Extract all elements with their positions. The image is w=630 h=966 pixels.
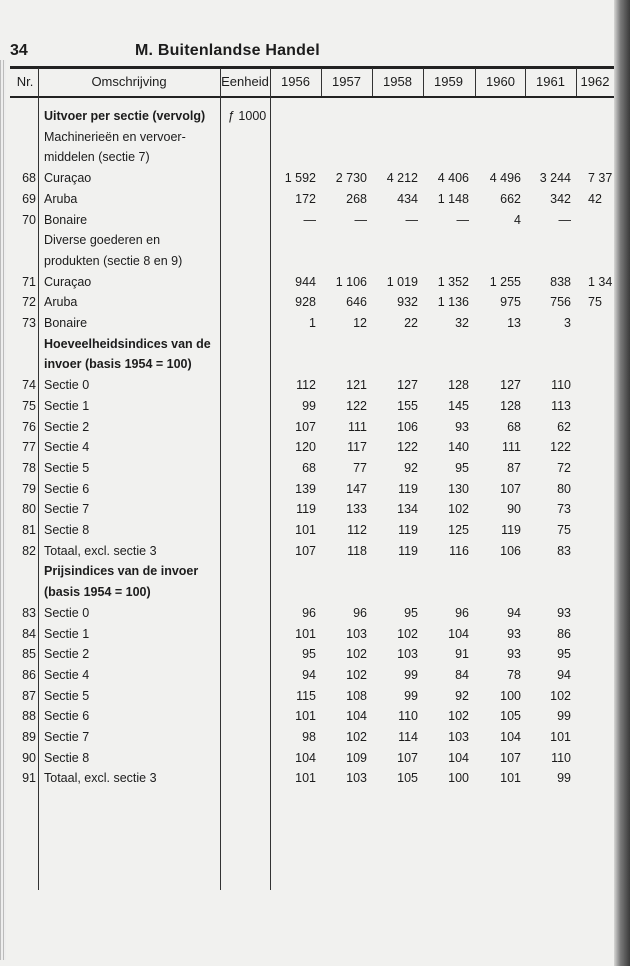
cell-value-1958: 110 bbox=[398, 709, 418, 724]
cell-value-1956: 94 bbox=[302, 667, 316, 682]
cell-value-1960: 127 bbox=[500, 378, 521, 393]
row-description: Sectie 1 bbox=[44, 626, 90, 641]
row-description: Sectie 0 bbox=[44, 605, 90, 620]
table-row bbox=[0, 292, 614, 312]
table-row bbox=[0, 334, 614, 354]
cell-value-1959: 103 bbox=[448, 730, 469, 744]
cell-value-1962: 1 34 bbox=[588, 274, 613, 289]
cell-value-1958: 99 bbox=[404, 688, 418, 703]
cell-value-1961: 75 bbox=[557, 523, 571, 537]
row-description: Diverse goederen en bbox=[44, 233, 161, 248]
header-bottom-rule bbox=[10, 96, 614, 98]
table-row bbox=[0, 686, 614, 706]
cell-value-1957: 103 bbox=[346, 771, 367, 786]
row-number: 77 bbox=[22, 440, 36, 455]
cell-value-1961: — bbox=[558, 212, 571, 227]
cell-value-1957: 117 bbox=[347, 440, 367, 455]
row-description: Aruba bbox=[44, 295, 78, 310]
cell-value-1958: 95 bbox=[404, 605, 418, 620]
table-row bbox=[0, 417, 614, 437]
column-header-year: 1956 bbox=[281, 74, 310, 89]
cell-value-1961: 72 bbox=[557, 460, 571, 475]
cell-value-1957: 1 106 bbox=[335, 274, 367, 289]
row-number: 79 bbox=[22, 481, 36, 496]
page-fold-shadow bbox=[614, 0, 630, 966]
column-header-description: Omschrijving bbox=[91, 74, 167, 89]
row-description: Sectie 7 bbox=[44, 502, 90, 517]
cell-value-1956: 120 bbox=[295, 440, 316, 455]
row-number: 85 bbox=[22, 647, 36, 662]
table-row bbox=[0, 479, 614, 499]
row-description: Sectie 8 bbox=[44, 523, 90, 537]
cell-value-1959: 128 bbox=[448, 378, 469, 393]
cell-value-1960: 662 bbox=[500, 191, 521, 206]
cell-value-1961: 110 bbox=[551, 378, 571, 393]
table-row bbox=[0, 127, 614, 147]
cell-value-1961: 83 bbox=[557, 543, 571, 558]
cell-value-1959: 84 bbox=[455, 667, 469, 682]
row-number: 86 bbox=[22, 667, 36, 682]
cell-value-1958: 932 bbox=[397, 295, 418, 310]
cell-value-1957: 108 bbox=[346, 688, 367, 703]
column-header-year: 1958 bbox=[383, 74, 412, 89]
cell-value-1958: 105 bbox=[397, 771, 418, 786]
row-description: Bonaire bbox=[44, 316, 88, 330]
table-row bbox=[0, 541, 614, 561]
table-row bbox=[0, 313, 614, 333]
cell-value-1960: 4 bbox=[514, 212, 521, 227]
cell-value-1956: 172 bbox=[295, 191, 316, 206]
cell-value-1957: 147 bbox=[346, 481, 367, 496]
table-row bbox=[0, 768, 614, 788]
cell-value-1959: 93 bbox=[455, 419, 469, 434]
row-description: Sectie 5 bbox=[44, 460, 90, 475]
cell-value-1960: 90 bbox=[507, 502, 521, 517]
cell-value-1956: 1 592 bbox=[284, 171, 316, 186]
cell-value-1960: 1 255 bbox=[489, 274, 521, 289]
row-description: Sectie 4 bbox=[44, 667, 90, 682]
cell-value-1959: 92 bbox=[455, 688, 469, 703]
table-row bbox=[0, 706, 614, 726]
cell-value-1957: 268 bbox=[346, 191, 367, 206]
cell-value-1961: 62 bbox=[557, 419, 571, 434]
table-row bbox=[0, 396, 614, 416]
cell-value-1958: 114 bbox=[398, 730, 418, 744]
cell-value-1956: 104 bbox=[295, 750, 316, 765]
row-description: Totaal, excl. sectie 3 bbox=[44, 771, 157, 786]
column-header-year: 1957 bbox=[332, 74, 361, 89]
row-number: 91 bbox=[22, 771, 36, 786]
cell-value-1957: 111 bbox=[347, 419, 367, 434]
table-row bbox=[0, 147, 614, 167]
row-number: 69 bbox=[22, 191, 36, 206]
cell-value-1960: 68 bbox=[507, 419, 521, 434]
row-number: 68 bbox=[22, 171, 36, 186]
cell-value-1956: — bbox=[303, 212, 316, 227]
cell-value-1960: 78 bbox=[507, 667, 521, 682]
cell-value-1957: — bbox=[354, 212, 367, 227]
table-row bbox=[0, 168, 614, 188]
cell-value-1961: 80 bbox=[557, 481, 571, 496]
cell-value-1959: 102 bbox=[448, 502, 469, 517]
cell-value-1958: 102 bbox=[397, 626, 418, 641]
row-number: 83 bbox=[22, 605, 36, 620]
cell-value-1961: 838 bbox=[550, 274, 571, 289]
cell-value-1959: 104 bbox=[448, 626, 469, 641]
row-description: Sectie 6 bbox=[44, 481, 90, 496]
cell-value-1956: 107 bbox=[295, 419, 316, 434]
cell-value-1960: 107 bbox=[500, 481, 521, 496]
table-row bbox=[0, 582, 614, 602]
cell-value-1960: 107 bbox=[500, 750, 521, 765]
row-description: Sectie 0 bbox=[44, 378, 90, 393]
cell-value-1960: 101 bbox=[500, 771, 521, 786]
row-number: 78 bbox=[22, 460, 36, 475]
row-number: 74 bbox=[22, 378, 36, 393]
cell-value-1956: 101 bbox=[295, 626, 316, 641]
row-description: Curaçao bbox=[44, 274, 92, 289]
cell-value-1958: 134 bbox=[397, 502, 418, 517]
cell-value-1957: 102 bbox=[346, 667, 367, 682]
column-header-year: 1962 bbox=[580, 74, 610, 89]
table-row bbox=[0, 561, 614, 581]
cell-value-1958: 119 bbox=[398, 481, 418, 496]
cell-value-1959: 102 bbox=[448, 709, 469, 724]
cell-value-1956: 1 bbox=[309, 316, 316, 330]
cell-value-1960: 975 bbox=[500, 295, 521, 310]
cell-value-1961: 3 244 bbox=[539, 171, 571, 186]
row-number: 88 bbox=[22, 709, 36, 724]
cell-value-1958: 1 019 bbox=[386, 274, 418, 289]
cell-value-1957: 102 bbox=[346, 647, 367, 662]
cell-value-1958: 103 bbox=[397, 647, 418, 662]
row-number: 87 bbox=[22, 688, 36, 703]
row-description: Machinerieën en vervoer- bbox=[44, 129, 186, 144]
cell-value-1958: 22 bbox=[404, 316, 418, 330]
cell-value-1956: 101 bbox=[295, 709, 316, 724]
cell-value-1957: 122 bbox=[346, 398, 367, 413]
cell-value-1960: 128 bbox=[500, 398, 521, 413]
cell-value-1957: 102 bbox=[346, 730, 367, 744]
cell-value-1956: 95 bbox=[302, 647, 316, 662]
row-number: 81 bbox=[22, 523, 36, 537]
row-number: 80 bbox=[22, 502, 36, 517]
row-number: 70 bbox=[22, 212, 36, 227]
cell-value-1959: 145 bbox=[448, 398, 469, 413]
row-description: Uitvoer per sectie (vervolg) bbox=[44, 109, 206, 123]
cell-value-1956: 944 bbox=[295, 274, 316, 289]
cell-value-1961: 756 bbox=[550, 295, 571, 310]
column-header-year: 1960 bbox=[486, 74, 515, 89]
cell-value-1956: 139 bbox=[295, 481, 316, 496]
row-number: 72 bbox=[22, 295, 36, 310]
row-description: Hoeveelheidsindices van de bbox=[44, 336, 211, 351]
row-description: Sectie 2 bbox=[44, 419, 90, 434]
cell-value-1962: 75 bbox=[588, 295, 602, 310]
cell-value-1957: 103 bbox=[346, 626, 367, 641]
row-description: Sectie 1 bbox=[44, 398, 90, 413]
cell-value-1956: 928 bbox=[295, 295, 316, 310]
table-row bbox=[0, 665, 614, 685]
cell-value-1957: 12 bbox=[353, 316, 367, 330]
row-description: Sectie 7 bbox=[44, 730, 90, 744]
table-row bbox=[0, 189, 614, 209]
page-number: 34 bbox=[10, 42, 28, 59]
cell-value-1957: 133 bbox=[346, 502, 367, 517]
row-description: Sectie 5 bbox=[44, 688, 90, 703]
cell-value-1961: 86 bbox=[557, 626, 571, 641]
row-description: Curaçao bbox=[44, 171, 92, 186]
cell-value-1961: 94 bbox=[557, 667, 571, 682]
cell-value-1959: 100 bbox=[448, 771, 469, 786]
cell-value-1961: 95 bbox=[557, 647, 571, 662]
table-row bbox=[0, 520, 614, 540]
cell-value-1957: 121 bbox=[346, 378, 367, 393]
cell-value-1961: 99 bbox=[557, 709, 571, 724]
row-description: Prijsindices van de invoer bbox=[44, 564, 199, 579]
cell-value-1962: 7 37 bbox=[588, 171, 613, 186]
column-header-nr: Nr. bbox=[16, 74, 34, 89]
row-description: invoer (basis 1954 = 100) bbox=[44, 357, 192, 372]
table-row bbox=[0, 251, 614, 271]
cell-value-1959: 104 bbox=[448, 750, 469, 765]
row-description: Bonaire bbox=[44, 212, 88, 227]
cell-value-1961: 73 bbox=[557, 502, 571, 517]
row-description: middelen (sectie 7) bbox=[44, 150, 150, 165]
cell-value-1959: 1 136 bbox=[437, 295, 469, 310]
cell-value-1957: 104 bbox=[346, 709, 367, 724]
cell-value-1956: 98 bbox=[302, 730, 316, 744]
cell-value-1961: 99 bbox=[557, 771, 571, 786]
cell-value-1956: 112 bbox=[296, 378, 316, 393]
cell-value-1959: 91 bbox=[455, 647, 469, 662]
cell-value-1958: 107 bbox=[397, 750, 418, 765]
cell-value-1958: 99 bbox=[404, 667, 418, 682]
row-number: 73 bbox=[22, 316, 36, 330]
page-title: M. Buitenlandse Handel bbox=[135, 42, 320, 59]
cell-value-1961: 3 bbox=[564, 316, 571, 330]
cell-value-1962: 42 bbox=[588, 191, 602, 206]
row-description: (basis 1954 = 100) bbox=[44, 585, 151, 600]
cell-value-1961: 113 bbox=[551, 398, 571, 413]
cell-value-1960: 104 bbox=[500, 730, 521, 744]
cell-value-1959: 1 148 bbox=[437, 191, 469, 206]
table-row bbox=[0, 458, 614, 478]
cell-value-1960: 13 bbox=[507, 316, 521, 330]
table-row bbox=[0, 210, 614, 230]
cell-value-1958: 127 bbox=[397, 378, 418, 393]
cell-value-1956: 68 bbox=[302, 460, 316, 475]
cell-value-1961: 122 bbox=[550, 440, 571, 455]
cell-value-1960: 100 bbox=[500, 688, 521, 703]
table-row bbox=[0, 106, 614, 126]
cell-value-1958: 106 bbox=[397, 419, 418, 434]
row-description: Aruba bbox=[44, 191, 78, 206]
cell-value-1958: 119 bbox=[398, 523, 418, 537]
table-row bbox=[0, 499, 614, 519]
row-number: 90 bbox=[22, 750, 36, 765]
cell-value-1956: 107 bbox=[295, 543, 316, 558]
cell-value-1959: 32 bbox=[455, 316, 469, 330]
cell-value-1961: 93 bbox=[557, 605, 571, 620]
cell-value-1959: 96 bbox=[455, 605, 469, 620]
cell-value-1960: 105 bbox=[500, 709, 521, 724]
cell-value-1959: 1 352 bbox=[437, 274, 469, 289]
column-header-year: 1961 bbox=[536, 74, 565, 89]
table-row bbox=[0, 375, 614, 395]
cell-value-1960: 4 496 bbox=[489, 171, 521, 186]
table-row bbox=[0, 230, 614, 250]
table-row bbox=[0, 437, 614, 457]
row-number: 82 bbox=[22, 543, 36, 558]
cell-value-1957: 77 bbox=[353, 460, 367, 475]
table-row bbox=[0, 354, 614, 374]
cell-value-1956: 99 bbox=[302, 398, 316, 413]
table-row bbox=[0, 603, 614, 623]
cell-value-1960: 94 bbox=[507, 605, 521, 620]
cell-value-1957: 112 bbox=[347, 523, 367, 537]
cell-value-1960: 87 bbox=[507, 460, 521, 475]
cell-value-1959: 95 bbox=[455, 460, 469, 475]
cell-value-1960: 119 bbox=[501, 523, 521, 537]
column-header-year: 1959 bbox=[434, 74, 463, 89]
cell-value-1960: 93 bbox=[507, 647, 521, 662]
cell-value-1958: 4 212 bbox=[386, 171, 418, 186]
row-number: 89 bbox=[22, 730, 36, 744]
cell-value-1959: 125 bbox=[448, 523, 469, 537]
row-number: 75 bbox=[22, 398, 36, 413]
table-row bbox=[0, 727, 614, 747]
cell-value-1958: 122 bbox=[397, 440, 418, 455]
cell-value-1960: 111 bbox=[501, 440, 521, 455]
row-description: Sectie 8 bbox=[44, 750, 90, 765]
row-description: Sectie 4 bbox=[44, 440, 90, 455]
table-row bbox=[0, 624, 614, 644]
cell-value-1958: 155 bbox=[397, 398, 418, 413]
row-description: Sectie 2 bbox=[44, 647, 90, 662]
cell-value-1958: 434 bbox=[397, 191, 418, 206]
cell-value-1957: 109 bbox=[346, 750, 367, 765]
cell-value-1956: 101 bbox=[295, 771, 316, 786]
row-number: 84 bbox=[22, 626, 36, 641]
cell-value-1961: 102 bbox=[550, 688, 571, 703]
cell-value-1956: 96 bbox=[302, 605, 316, 620]
cell-value-1957: 2 730 bbox=[335, 171, 367, 186]
cell-value-1959: — bbox=[456, 212, 469, 227]
column-header-unit: Eenheid bbox=[221, 74, 269, 89]
cell-value-1961: 342 bbox=[550, 191, 571, 206]
cell-value-1957: 646 bbox=[346, 295, 367, 310]
cell-value-1958: 92 bbox=[404, 460, 418, 475]
cell-value-1959: 4 406 bbox=[437, 171, 469, 186]
row-description: Sectie 6 bbox=[44, 709, 90, 724]
cell-value-1956: 101 bbox=[295, 523, 316, 537]
cell-value-1960: 106 bbox=[500, 543, 521, 558]
row-description: produkten (sectie 8 en 9) bbox=[44, 253, 183, 268]
row-description: Totaal, excl. sectie 3 bbox=[44, 543, 157, 558]
cell-value-1957: 96 bbox=[353, 605, 367, 620]
cell-value-1960: 93 bbox=[507, 626, 521, 641]
row-number: 71 bbox=[22, 274, 36, 289]
cell-value-1958: 119 bbox=[398, 543, 418, 558]
cell-value-1961: 101 bbox=[550, 730, 571, 744]
cell-value-1959: 140 bbox=[448, 440, 469, 455]
cell-value-1956: 115 bbox=[296, 688, 316, 703]
table-row bbox=[0, 644, 614, 664]
cell-value-1956: 119 bbox=[296, 502, 316, 517]
table-row bbox=[0, 272, 614, 292]
cell-value-1957: 118 bbox=[347, 543, 367, 558]
cell-value-1958: — bbox=[405, 212, 418, 227]
cell-value-1959: 130 bbox=[448, 481, 469, 496]
cell-value-1961: 110 bbox=[551, 750, 571, 765]
row-number: 76 bbox=[22, 419, 36, 434]
row-unit: ƒ 1000 bbox=[228, 109, 267, 123]
cell-value-1959: 116 bbox=[449, 543, 469, 558]
table-row bbox=[0, 748, 614, 768]
